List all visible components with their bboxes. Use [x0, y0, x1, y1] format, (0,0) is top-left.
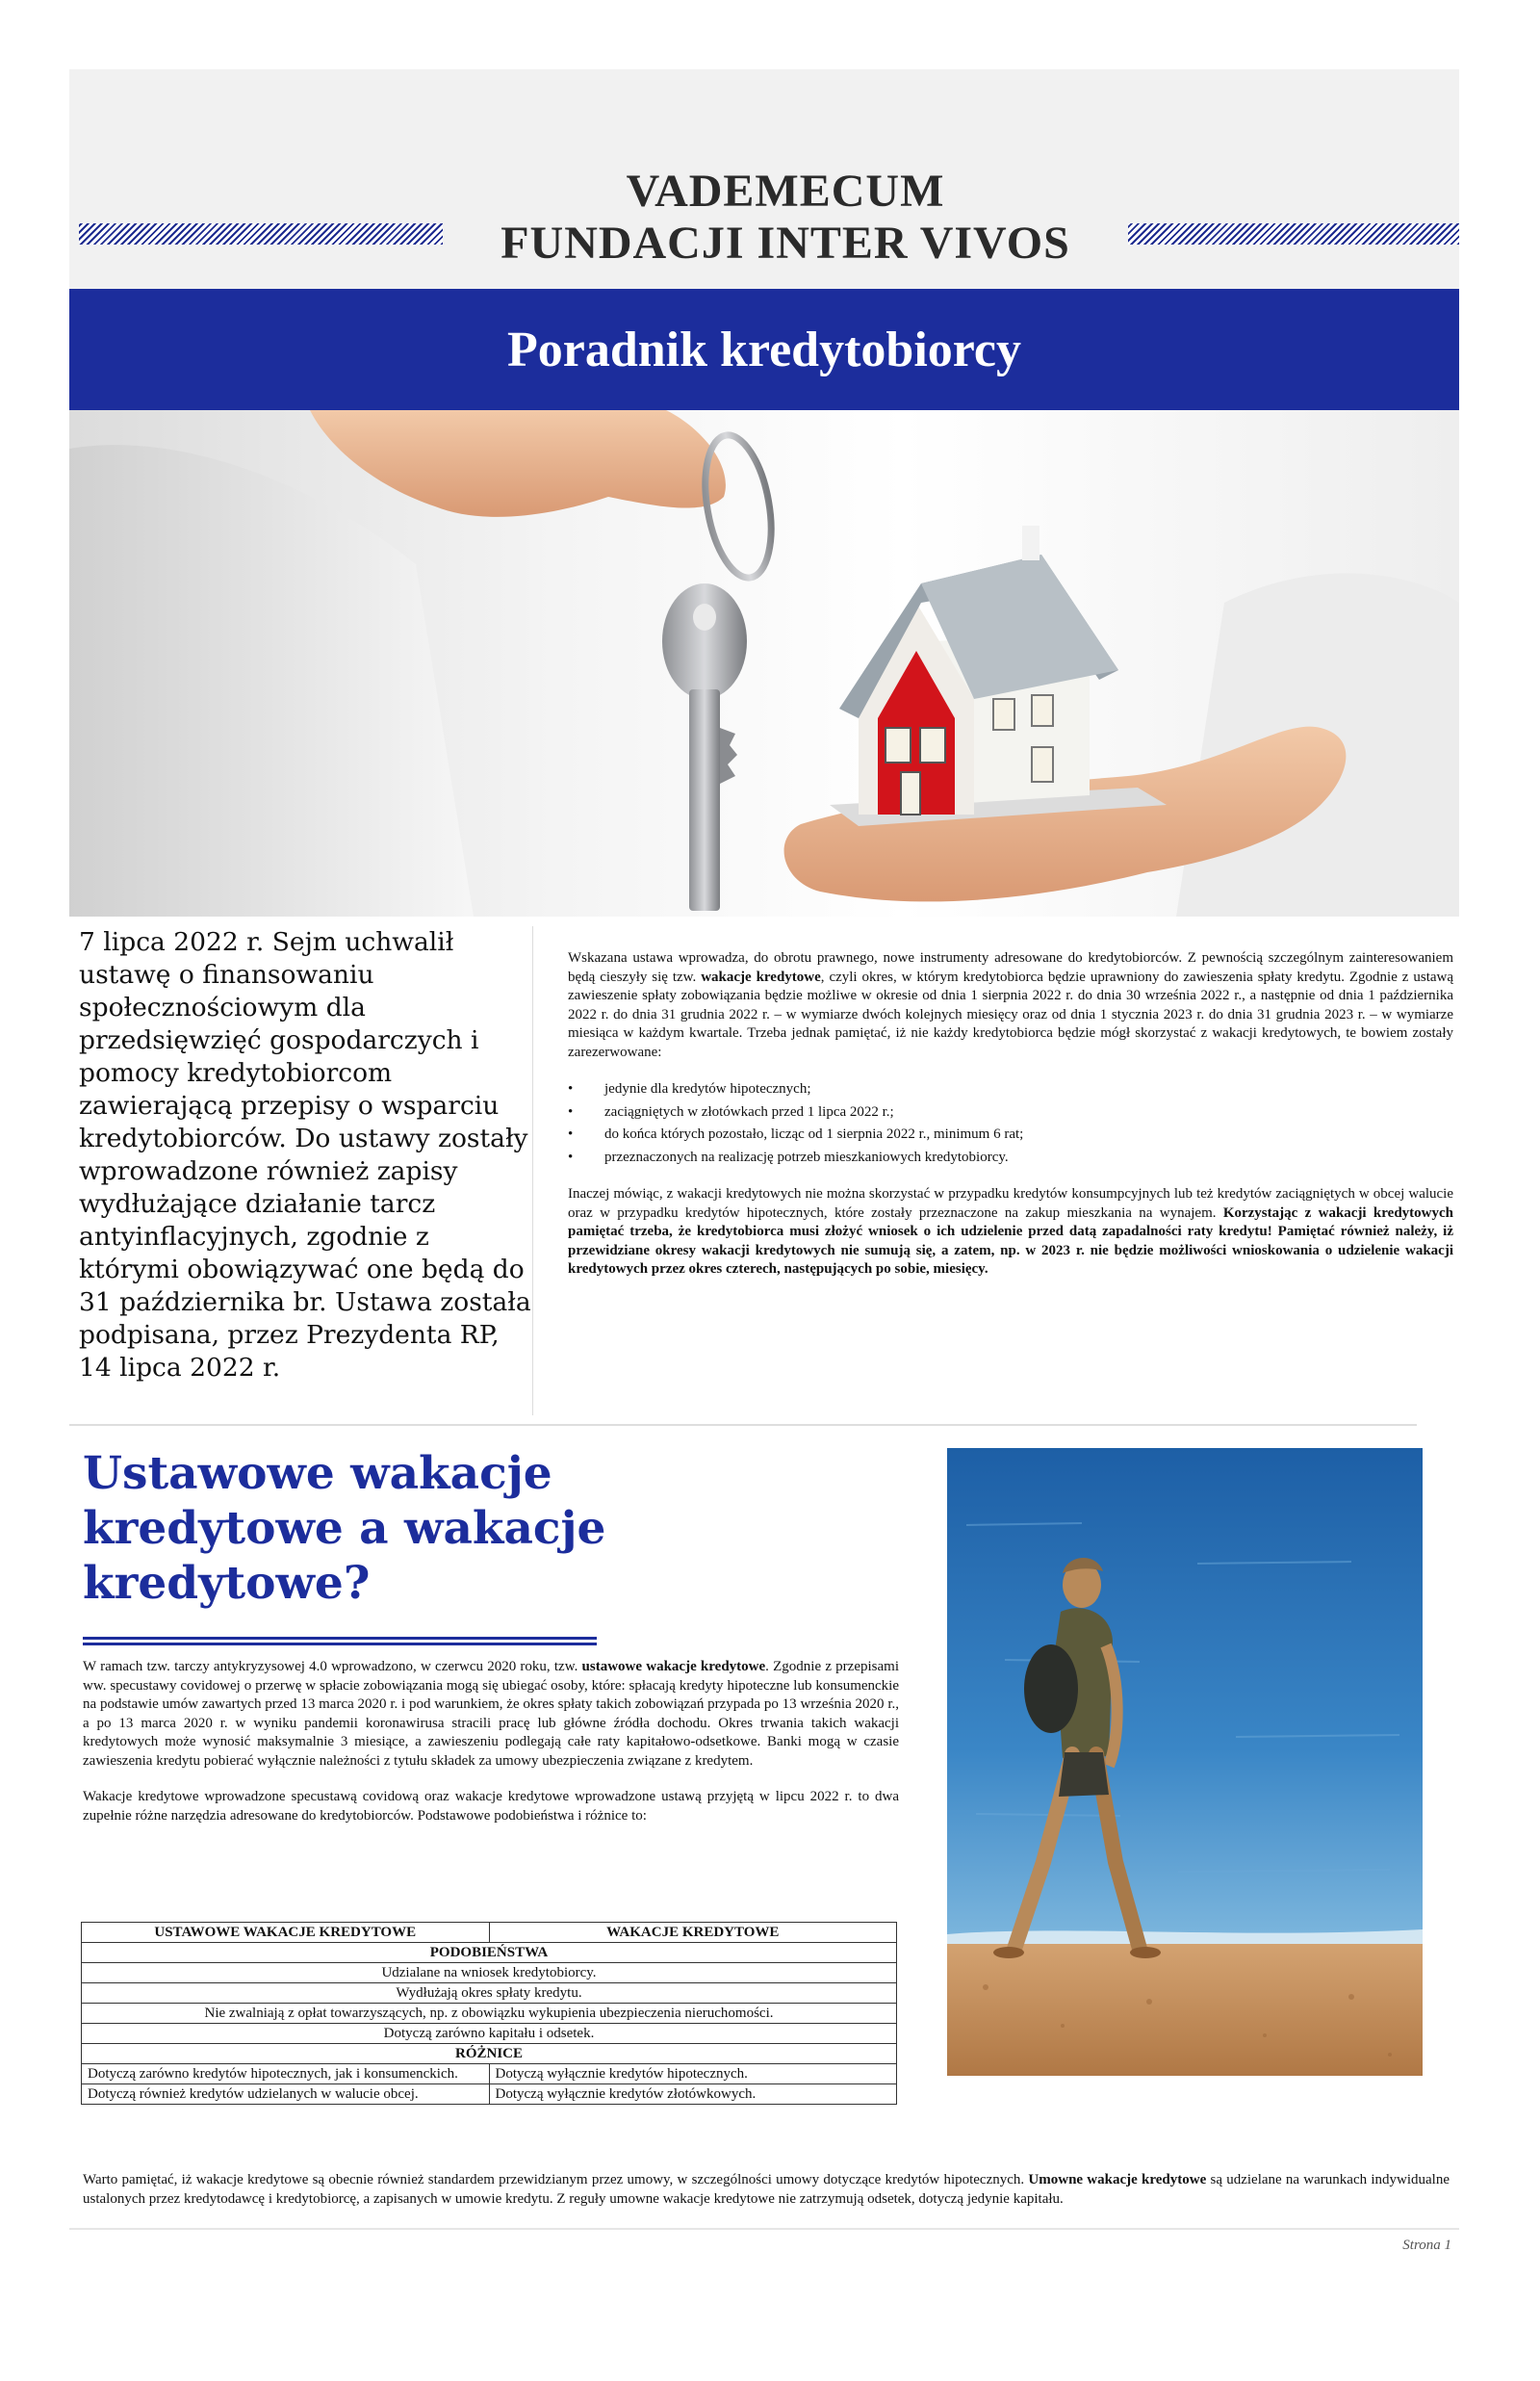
table-cell: Dotyczą również kredytów udzielanych w walucie obcej. [82, 2084, 490, 2105]
beach-walker-photo [947, 1448, 1423, 2076]
beach-illustration [947, 1448, 1423, 2076]
intro-body [568, 949, 1453, 1298]
table-row [82, 1983, 897, 2004]
intro-lead-text: 7 lipca 2022 r. Sejm uchwalił ustawę o finansowaniu społecznościowym dla przedsięwzięć gospodarczych i pomocy kredytobiorcom zawierającą przepisy o wsparciu kredytobiorców. Do ustawy zostały wprowadzone również zapisy wydłużające działanie tarcz antyinflacyjnych, zgodnie z którymi obowiązywać one będą do 31 października br. Ustawa została podpisana, przez Prezydenta RP, 14 lipca 2022 r. [79, 927, 531, 1383]
table-cell: Dotyczą zarówno kredytów hipotecznych, jak i konsumenckich. [82, 2064, 490, 2084]
table-row [82, 2064, 897, 2084]
table-cell: Udzialane na wniosek kredytobiorcy. [82, 1963, 897, 1983]
section-body [83, 1658, 899, 1843]
subtitle-bar [69, 289, 1459, 410]
section-title: Ustawowe wakacje kredytowe a wakacje kredytowe? [83, 1447, 606, 1610]
table-row [82, 2084, 897, 2105]
section-divider [69, 1424, 1417, 1426]
list-item: • do końca których pozostało, licząc od 1 sierpnia 2022 r., minimum 6 rat; [604, 1126, 1453, 1145]
hero-image-key-and-house [69, 410, 1459, 917]
masthead-title [443, 166, 1128, 270]
column-divider [532, 926, 533, 1415]
table-row [82, 2044, 897, 2064]
masthead-line-1: VADEMECUM [626, 166, 945, 217]
term-wakacje-kredytowe: wakacje kredytowe [701, 969, 821, 985]
table-cell: Nie zwalniają z opłat towarzyszących, np. z obowiązku wykupienia ubezpieczenia nieruchomości. [82, 2004, 897, 2024]
list-item: • jedynie dla kredytów hipotecznych; [604, 1080, 1453, 1100]
hero-illustration [69, 410, 1459, 917]
header-hatch-left [79, 223, 443, 245]
closing-paragraph: Warto pamiętać, iż wakacje kredytowe są obecnie również standardem przewidzianym przez umowy, w szczególności umowy dotyczące kredytów hipotecznych. Umowne wakacje kredytowe są udzielane na warunkach indywidualne ustalonych przez kredytodawcę i kredytobiorcę, a zapisanych w umowie kredytu. Z reguły umowne wakacje kredytowe nie zatrzymują odsetek, dotyczą jedynie kapitału. [83, 2172, 1450, 2207]
document-page [69, 69, 1459, 2253]
comparison-table [81, 1922, 897, 2105]
term-ustawowe-wakacje: ustawowe wakacje kredytowe [581, 1659, 766, 1674]
term-umowne-wakacje: Umowne wakacje kredytowe [1028, 2172, 1207, 2187]
table-row [82, 2024, 897, 2044]
section-paragraph-1: W ramach tzw. tarczy antykryzysowej 4.0 wprowadzono, w czerwcu 2020 roku, tzw. ustawowe wakacje kredytowe. Zgodnie z przepisami ww. specustawy covidowej o przerwę w spłacie zobowiązania mogą się ubiegać osoby, które: spłacają kredyty hipoteczne lub konsumenckie na podstawie umów zawartych przed 13 marca 2020 r. i pod warunkiem, że okres spłaty takich zobowiązań przypada po 13 września 2020 r., a po 13 marca 2020 r. w wyniku pandemii koronawirusa stracili pracę lub główne źródła dochodu. Okres trwania takich wakacji kredytowych może wynosić maksymalnie 3 miesiące, a zawieszeniu podlegają całe raty kapitałowo-odsetkowe. Banki mogą w czasie zawieszenia kredytu pobierać wyłącznie należności z tytułu składek za umowy ubezpieczenia związane z kredytem. [83, 1659, 899, 1769]
eligibility-list [568, 1080, 1453, 1167]
section-paragraph-2: Wakacje kredytowe wprowadzone specustawą covidową oraz wakacje kredytowe wprowadzone ustawą przyjętą w lipcu 2022 r. to dwa zupełnie różne narzędzia adresowane do kredytobiorców. Podstawowe podobieństwa i różnice to: [83, 1789, 899, 1824]
table-row [82, 1943, 897, 1963]
table-cell: Dotyczą zarówno kapitału i odsetek. [82, 2024, 897, 2044]
footer-rule [69, 2228, 1459, 2230]
intro-paragraph-1: Wskazana ustawa wprowadza, do obrotu prawnego, nowe instrumenty adresowane do kredytobiorców. Z pewnością szczególnym zainteresowaniem będą cieszyły się tzw. wakacje kredytowe, czyli okres, w którym kredytobiorca będzie uprawniony do zawieszenia spłaty kredytu. Zgodnie z ustawą zawieszenie spłaty zobowiązania będzie możliwe w okresie od dnia 1 sierpnia 2022 r. do dnia 30 września 2022 r., a następnie od dnia 1 października 2022 r. do dnia 31 grudnia 2022 r. – w wymiarze dwóch kolejnych miesięcy oraz od dnia 1 stycznia 2023 r. do dnia 31 grudnia 2023 r. – w wymiarze miesiąca w każdym kwartale. Trzeba jednak pamiętać, iż nie każdy kredytobiorca będzie mógł skorzystać z wakacji kredytowych, te bowiem zostały zarezerwowane: [568, 950, 1454, 1060]
differences-heading: RÓŻNICE [82, 2044, 897, 2064]
column-header: USTAWOWE WAKACJE KREDYTOWE [82, 1923, 490, 1943]
table-cell: Dotyczą wyłącznie kredytów hipotecznych. [489, 2064, 897, 2084]
intro-paragraph-2: Inaczej mówiąc, z wakacji kredytowych nie można skorzystać w przypadku kredytów konsumpcyjnych lub też kredytów zaciągniętych w obcej walucie oraz w przypadku kredytów hipotecznych, które zostały przeznaczone na zakup mieszkania na wynajem. Korzystając z wakacji kredytowych pamiętać trzeba, że kredytobiorca musi złożyć wniosek o ich udzielenie przed datą zapadalności raty kredytu! Pamiętać również należy, iż przewidziane okresy wakacji kredytowych nie sumują się, a zatem, np. w 2023 r. nie będzie możliwości wnioskowania o udzielenie wakacji kredytowych przez okres czterech, następujących po sobie, miesięcy. [568, 1186, 1453, 1277]
header-hatch-right [1128, 223, 1459, 245]
page-number: Strona 1 [1402, 2238, 1451, 2253]
column-header: WAKACJE KREDYTOWE [489, 1923, 897, 1943]
similarities-heading: PODOBIEŃSTWA [82, 1943, 897, 1963]
masthead-line-2: FUNDACJI INTER VIVOS [500, 218, 1070, 269]
list-item: • przeznaczonych na realizację potrzeb mieszkaniowych kredytobiorcy. [604, 1149, 1453, 1168]
list-item: • zaciągniętych w złotówkach przed 1 lipca 2022 r.; [604, 1103, 1453, 1123]
title-underline [83, 1637, 597, 1645]
subtitle: Poradnik kredytobiorcy [506, 322, 1021, 377]
table-cell: Wydłużają okres spłaty kredytu. [82, 1983, 897, 2004]
table-cell: Dotyczą wyłącznie kredytów złotówkowych. [489, 2084, 897, 2105]
table-header-row [82, 1923, 897, 1943]
table-row [82, 2004, 897, 2024]
important-note: Korzystając z wakacji kredytowych pamiętać trzeba, że kredytobiorca musi złożyć wniosek o ich udzielenie przed datą zapadalności raty kredytu! Pamiętać również należy, iż przewidziane okresy wakacji kredytowych nie sumują się, a zatem, np. w 2023 r. nie będzie możliwości wnioskowania o udzielenie wakacji kredytowych przez okres czterech, następujących po sobie, miesięcy. [568, 1204, 1453, 1277]
table-row [82, 1963, 897, 1983]
